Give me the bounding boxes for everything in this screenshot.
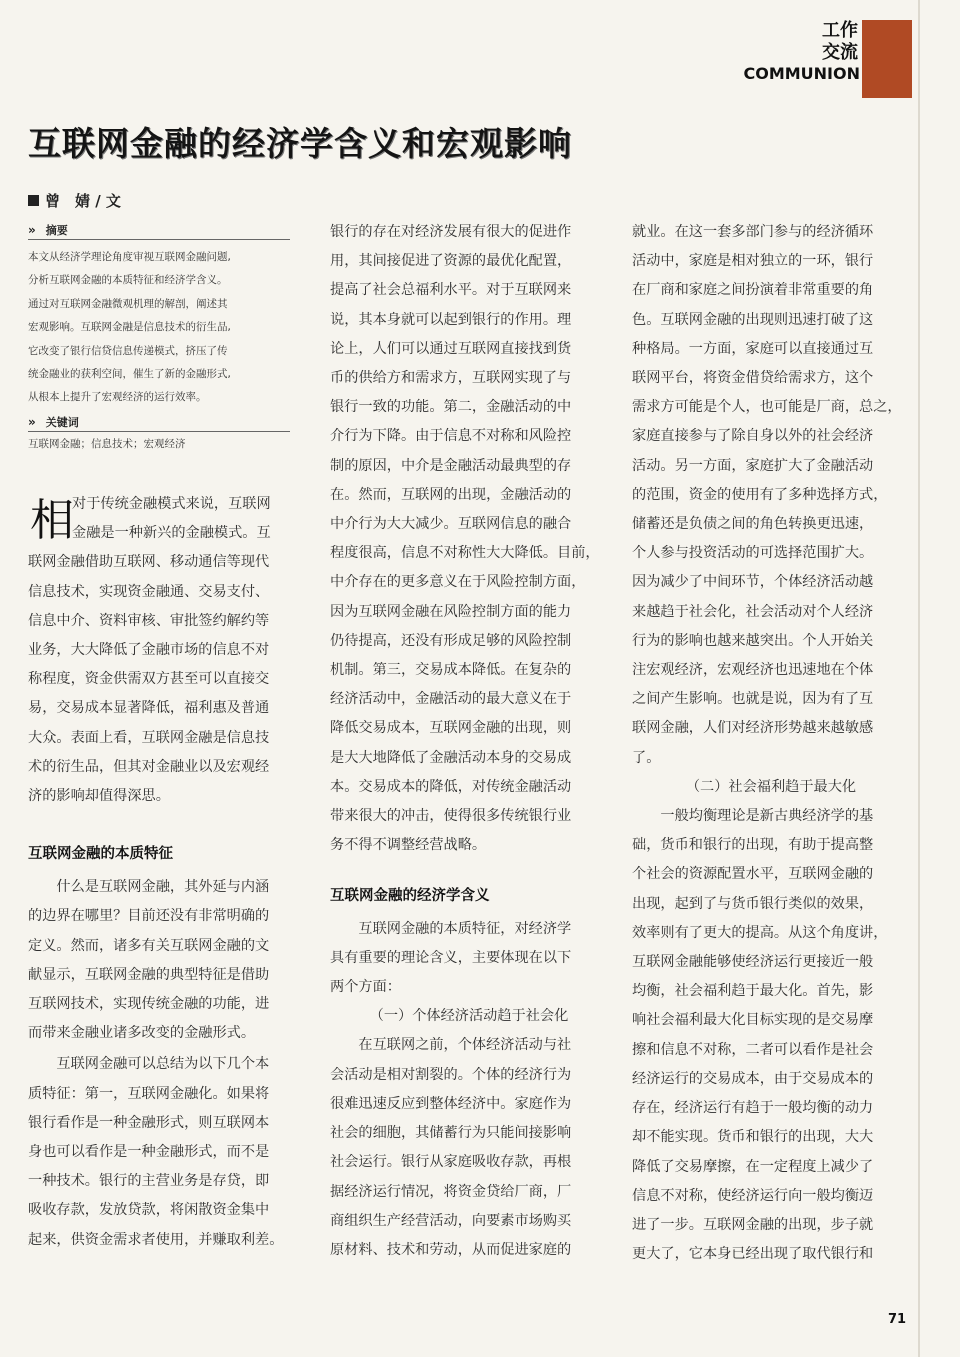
text-line: 币的供给方和需求方，互联网实现了与 xyxy=(330,370,572,387)
text-line: 的范围，资金的使用有了多种选择方式， xyxy=(632,486,888,503)
text-line: 色。互联网金融的出现则迅速打破了这 xyxy=(632,311,874,328)
text-line: 业务，大大降低了金融市场的信息不对 xyxy=(28,642,270,659)
intro-paragraph xyxy=(28,490,306,811)
text-line: 需求方可能是个人，也可能是厂商，总之， xyxy=(632,399,902,416)
text-line: 社会的细胞，其储蓄行为只能间接影响 xyxy=(330,1125,572,1142)
abstract-label: 摘要 xyxy=(45,224,68,237)
text-line: 易，交易成本显著降低，福利惠及普通 xyxy=(28,700,270,717)
text-line: 定义。然而，诸多有关互联网金融的文 xyxy=(28,937,270,954)
text-line: 种格局。一方面，家庭可以直接通过互 xyxy=(632,340,874,357)
text-line: 就业。在这一套多部门参与的经济循环 xyxy=(632,224,874,240)
text-line: 之间产生影响。也就是说，因为有了互 xyxy=(632,691,874,708)
text-line: 信息技术，实现资金融通、交易支付、 xyxy=(28,583,270,600)
text-line: 因为减少了中间环节，个体经济活动越 xyxy=(632,574,874,591)
text-line: 献显示，互联网金融的典型特征是借助 xyxy=(28,966,270,983)
text-line: 行为的影响也越来越突出。个人开始关 xyxy=(632,632,874,649)
text-line: 介行为下降。由于信息不对称和风险控 xyxy=(330,428,572,445)
abstract-line: 分析互联网金融的本质特征和经济学含义。 xyxy=(28,274,228,287)
text-line: 互联网技术，实现传统金融的功能，进 xyxy=(28,996,270,1013)
text-line: 金融是一种新兴的金融模式。互 xyxy=(72,525,271,542)
text-line: 在。然而，互联网的出现，金融活动的 xyxy=(330,486,572,503)
abstract-line: 从根本上提升了宏观经济的运行效率。 xyxy=(28,391,207,404)
abstract-body xyxy=(28,246,290,410)
text-line: 均衡，社会福利趋于最大化。首先，影 xyxy=(632,983,874,1000)
text-line: 社会运行。银行从家庭吸收存款，再根 xyxy=(330,1154,572,1171)
section-badge-line1: 工作 xyxy=(822,20,858,41)
text-line: 仍待提高，还没有形成足够的风险控制 xyxy=(330,632,572,649)
essence-paragraph-1 xyxy=(28,873,306,1048)
text-line: 存在，经济运行有趋于一般均衡的动力 xyxy=(632,1100,874,1117)
text-line: 提高了社会总福利水平。对于互联网来 xyxy=(330,282,572,299)
text-line: 家庭直接参与了除自身以外的社会经济 xyxy=(632,428,874,445)
text-line: 响社会福利最大化目标实现的是交易摩 xyxy=(632,1012,874,1029)
column3-paragraph-2 xyxy=(632,802,910,1269)
text-line: 互联网金融能够使经济运行更接近一般 xyxy=(632,954,874,971)
text-line: 身也可以看作是一种金融形式，而不是 xyxy=(28,1144,270,1161)
text-line: 效率则有了更大的提高。从这个角度讲， xyxy=(632,924,888,941)
text-line: 一般均衡理论是新古典经济学的基 xyxy=(660,808,874,825)
text-line: 大众。表面上看，互联网金融是信息技 xyxy=(28,729,270,746)
double-chevron-icon: » xyxy=(28,223,36,237)
text-line: 互联网金融的本质特征，对经济学 xyxy=(358,920,572,937)
text-line: 会活动是相对割裂的。个体的经济行为 xyxy=(330,1066,572,1083)
text-line: 银行的存在对经济发展有很大的促进作 xyxy=(330,224,572,240)
section-badge-english: COMMUNION xyxy=(743,64,860,83)
text-line: 更大了，它本身已经出现了取代银行和 xyxy=(632,1246,874,1263)
text-line: 活动中，家庭是相对独立的一环，银行 xyxy=(632,253,874,270)
text-line: 本。交易成本的降低，对传统金融活动 xyxy=(330,778,572,795)
text-line: 质特征：第一，互联网金融化。如果将 xyxy=(28,1085,270,1102)
text-line: 联网金融，人们对经济形势越来越敏感 xyxy=(632,720,874,737)
column-3 xyxy=(632,218,910,1269)
text-line: 降低交易成本，互联网金融的出现，则 xyxy=(330,720,572,737)
section-badge-line2: 交流 xyxy=(822,42,858,63)
text-line: 在厂商和家庭之间扮演着非常重要的角 xyxy=(632,282,874,299)
essence-paragraph-2 xyxy=(28,1050,306,1254)
text-line: 论上，人们可以通过互联网直接找到货 xyxy=(330,340,572,357)
text-line: 经济活动中，金融活动的最大意义在于 xyxy=(330,691,572,708)
abstract-line: 通过对互联网金融微观机理的解剖，阐述其 xyxy=(28,297,228,310)
author-name: 曾 婧 / 文 xyxy=(45,192,121,210)
subheading-welfare: （二）社会福利趋于最大化 xyxy=(685,778,857,795)
section-badge-bar xyxy=(862,20,912,98)
text-line: 擦和信息不对称，二者可以看作是社会 xyxy=(632,1041,874,1058)
text-line: 称程度，资金供需双方甚至可以直接交 xyxy=(28,671,270,688)
text-line: 储蓄还是负债之间的角色转换更迅速， xyxy=(632,516,874,533)
text-line: 济的影响却值得深思。 xyxy=(28,788,170,805)
text-line: 制的原因，中介是金融活动最典型的存 xyxy=(330,457,572,474)
text-line: 务不得不调整经营战略。 xyxy=(330,837,487,854)
abstract-header xyxy=(28,222,290,240)
text-line: 经济运行的交易成本，由于交易成本的 xyxy=(632,1070,874,1087)
text-line: 程度很高，信息不对称性大大降低。目前， xyxy=(330,545,600,562)
text-line: 很难迅速反应到整体经济中。家庭作为 xyxy=(330,1095,572,1112)
text-line: 吸收存款，发放贷款，将闲散资金集中 xyxy=(28,1202,270,1219)
page-edge xyxy=(918,0,920,1357)
text-line: 在互联网之前，个体经济活动与社 xyxy=(358,1037,572,1054)
square-bullet-icon xyxy=(28,195,39,206)
text-line: 带来很大的冲击，使得很多传统银行业 xyxy=(330,808,572,825)
text-line: 了。 xyxy=(632,749,661,766)
section-heading-meaning: 互联网金融的经济学含义 xyxy=(330,888,490,905)
text-line: 起来，供资金需求者使用，并赚取利差。 xyxy=(28,1231,284,1248)
text-line: 础，货币和银行的出现，有助于提高整 xyxy=(632,837,874,854)
abstract-line: 宏观影响。互联网金融是信息技术的衍生品, xyxy=(28,321,231,334)
text-line: 降低了交易摩擦，在一定程度上减少了 xyxy=(632,1158,874,1175)
text-line: 信息不对称，使经济运行向一般均衡迈 xyxy=(632,1187,874,1204)
text-line: 的边界在哪里？目前还没有非常明确的 xyxy=(28,908,270,925)
text-line: 说，其本身就可以起到银行的作用。理 xyxy=(330,311,572,328)
column2-paragraph-1 xyxy=(330,218,608,860)
text-line: 银行看作是一种金融形式，则互联网本 xyxy=(28,1114,270,1131)
section-heading-essence: 互联网金融的本质特征 xyxy=(28,846,173,862)
text-line: 原材料、技术和劳动，从而促进家庭的 xyxy=(330,1241,572,1258)
text-line: 出现，起到了与货币银行类似的效果， xyxy=(632,895,874,912)
abstract-line: 本文从经济学理论角度审视互联网金融问题, xyxy=(28,251,231,263)
text-line: 个社会的资源配置水平，互联网金融的 xyxy=(632,866,874,883)
column3-paragraph-1 xyxy=(632,218,910,773)
column-1-body xyxy=(28,840,306,1255)
text-line: 什么是互联网金融，其外延与内涵 xyxy=(56,879,270,896)
column2-paragraph-3 xyxy=(330,1031,608,1265)
drop-cap: 相 xyxy=(30,495,74,546)
text-line: 术的衍生品，但其对金融业以及宏观经 xyxy=(28,758,270,775)
text-line: 用，其间接促进了资源的最优化配置， xyxy=(330,253,572,270)
text-line: 来越趋于社会化，社会活动对个人经济 xyxy=(632,603,874,620)
text-line: 中介行为大大减少。互联网信息的融合 xyxy=(330,516,572,533)
column-2 xyxy=(330,218,608,1265)
text-line: 因为互联网金融在风险控制方面的能力 xyxy=(330,603,572,620)
text-line: 商组织生产经营活动，向要素市场购买 xyxy=(330,1212,572,1229)
text-line: 信息中介、资料审核、审批签约解约等 xyxy=(28,612,270,629)
keywords-header xyxy=(28,414,290,432)
keywords-label: 关键词 xyxy=(45,416,79,429)
abstract-line: 统金融业的获利空间，催生了新的金融形式, xyxy=(28,368,231,381)
page-number: 71 xyxy=(888,1312,907,1327)
text-line: 进了一步。互联网金融的出现，步子就 xyxy=(632,1216,874,1233)
text-line: 联网金融借助互联网、移动通信等现代 xyxy=(28,554,270,571)
text-line: 银行一致的功能。第二，金融活动的中 xyxy=(330,399,572,416)
subheading-individual: （一）个体经济活动趋于社会化 xyxy=(369,1008,569,1025)
text-line: 个人参与投资活动的可选择范围扩大。 xyxy=(632,545,874,562)
article-title: 互联网金融的经济学含义和宏观影响 xyxy=(28,124,572,163)
text-line: 一种技术。银行的主营业务是存贷，即 xyxy=(28,1173,270,1190)
abstract-line: 它改变了银行信贷信息传递模式，挤压了传 xyxy=(28,344,228,357)
text-line: 是大大地降低了金融活动本身的交易成 xyxy=(330,749,572,766)
text-line: 两个方面： xyxy=(330,979,401,996)
column2-paragraph-2 xyxy=(330,915,608,1003)
author-line xyxy=(28,190,121,211)
text-line: 联网平台，将资金借贷给需求方，这个 xyxy=(632,370,874,387)
text-line: 互联网金融可以总结为以下几个本 xyxy=(56,1056,270,1073)
text-line: 中介存在的更多意义在于风险控制方面， xyxy=(330,574,586,591)
text-line: 据经济运行情况，将资金贷给厂商，厂 xyxy=(330,1183,572,1200)
text-line: 而带来金融业诸多改变的金融形式。 xyxy=(28,1025,256,1042)
text-line: 机制。第三，交易成本降低。在复杂的 xyxy=(330,662,572,679)
double-chevron-icon: » xyxy=(28,415,36,429)
text-line: 活动。另一方面，家庭扩大了金融活动 xyxy=(632,457,874,474)
text-line: 具有重要的理论含义，主要体现在以下 xyxy=(330,949,572,966)
text-line: 对于传统金融模式来说，互联网 xyxy=(72,496,271,512)
text-line: 却不能实现。货币和银行的出现，大大 xyxy=(632,1129,874,1146)
text-line: 注宏观经济，宏观经济也迅速地在个体 xyxy=(632,662,874,679)
column-1-intro xyxy=(28,490,306,811)
keywords-text: 互联网金融；信息技术；宏观经济 xyxy=(28,438,186,450)
